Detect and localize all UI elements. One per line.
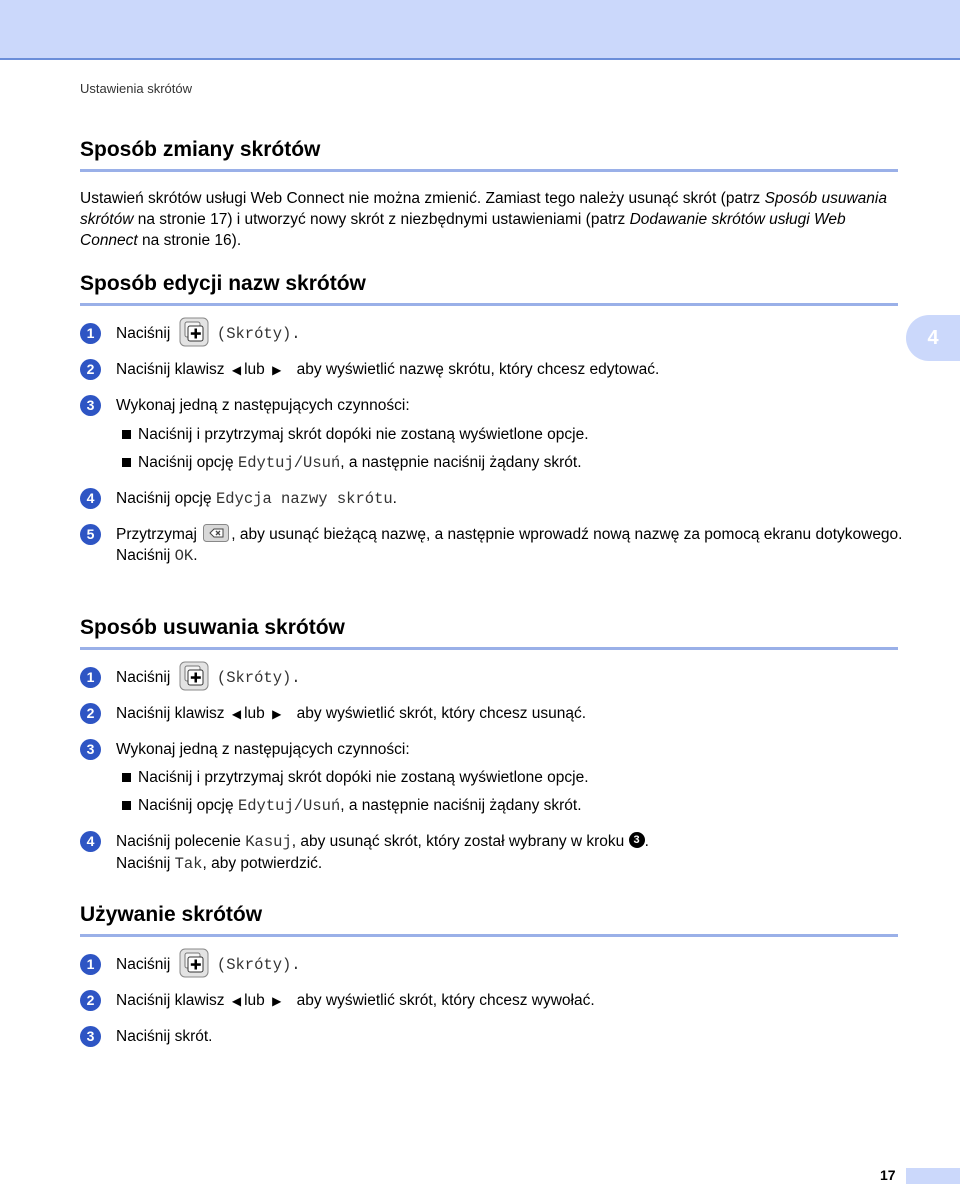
text: na stronie 17) i utworzyć nowy skrót z niezbędnymi ustawieniami (patrz xyxy=(133,211,630,228)
ui-label: (Skróty). xyxy=(216,669,301,687)
page-number-bar xyxy=(906,1168,960,1184)
text: lub xyxy=(244,361,265,378)
left-arrow-icon: ◀ xyxy=(231,994,242,1008)
step-number: 4 xyxy=(80,488,101,509)
section-title: Sposób edycji nazw skrótów xyxy=(80,272,898,306)
step-number: 1 xyxy=(80,323,101,344)
text: , a następnie naciśnij żądany skrót. xyxy=(340,797,582,814)
step-reference: 3 xyxy=(629,832,645,848)
text: Naciśnij klawisz xyxy=(116,992,225,1009)
left-arrow-icon: ◀ xyxy=(231,363,242,377)
ui-label: Edytuj/Usuń xyxy=(237,454,341,472)
text: aby wyświetlić nazwę skrótu, który chcesz edytować. xyxy=(296,361,660,378)
step-number: 5 xyxy=(80,524,101,545)
bullet-item xyxy=(80,795,918,817)
step-4 xyxy=(80,488,896,510)
step-number: 1 xyxy=(80,954,101,975)
text: , a następnie naciśnij żądany skrót. xyxy=(340,454,582,471)
step-2 xyxy=(80,990,896,1012)
text: Naciśnij i przytrzymaj skrót dopóki nie zostaną wyświetlone opcje. xyxy=(138,769,589,786)
section-change-shortcuts xyxy=(80,138,898,251)
chapter-tab: 4 xyxy=(906,315,960,361)
shortcuts-app-icon xyxy=(179,948,209,978)
text: Naciśnij opcję xyxy=(116,490,216,507)
shortcuts-app-icon xyxy=(179,661,209,691)
backspace-icon xyxy=(203,524,229,542)
paragraph xyxy=(80,188,898,251)
text: Naciśnij klawisz xyxy=(116,705,225,722)
bullet-item xyxy=(80,767,918,788)
section-edit-shortcut-names xyxy=(80,272,898,306)
shortcuts-app-icon xyxy=(179,317,209,347)
text: Naciśnij xyxy=(116,855,175,872)
ui-label: Edytuj/Usuń xyxy=(237,797,341,815)
bullet-item xyxy=(80,452,918,474)
step-3 xyxy=(80,395,896,416)
text: lub xyxy=(244,705,265,722)
text: Naciśnij polecenie xyxy=(116,833,246,850)
text: . xyxy=(392,490,397,507)
step-1 xyxy=(80,667,896,689)
ui-label: (Skróty). xyxy=(216,325,301,343)
step-number: 2 xyxy=(80,703,101,724)
left-arrow-icon: ◀ xyxy=(231,707,242,721)
text: Naciśnij skrót. xyxy=(116,1028,213,1045)
bullet-item xyxy=(80,424,918,445)
step-1 xyxy=(80,954,896,976)
step-number: 2 xyxy=(80,990,101,1011)
text: , aby usunąć skrót, który został wybrany w kroku xyxy=(291,833,629,850)
text: lub xyxy=(244,992,265,1009)
ui-label: Tak xyxy=(174,855,203,873)
step-1 xyxy=(80,323,896,345)
text: Naciśnij xyxy=(116,547,175,564)
text: Naciśnij xyxy=(116,956,171,973)
step-5 xyxy=(80,524,916,567)
step-number: 3 xyxy=(80,1026,101,1047)
step-4-line-2 xyxy=(116,853,916,875)
section-use-shortcuts xyxy=(80,903,898,937)
section-delete-shortcuts xyxy=(80,616,898,650)
text: , aby usunąć bieżącą nazwę, a następnie wprowadź nową nazwę za pomocą ekranu dotykowego. xyxy=(231,526,903,543)
text: Wykonaj jedną z następujących czynności: xyxy=(116,741,410,758)
step-3 xyxy=(80,1026,896,1047)
section-title: Sposób zmiany skrótów xyxy=(80,138,898,172)
text: aby wyświetlić skrót, który chcesz wywołać. xyxy=(296,992,595,1009)
ui-label: Edycja nazwy skrótu xyxy=(215,490,393,508)
text: na stronie 16). xyxy=(137,232,242,249)
step-5-line-2 xyxy=(116,545,916,567)
right-arrow-icon: ▶ xyxy=(272,994,282,1008)
cross-reference: Sposób usuwania skrótów xyxy=(80,190,887,228)
ui-label: OK xyxy=(174,547,194,565)
text: , aby potwierdzić. xyxy=(202,855,323,872)
step-number: 2 xyxy=(80,359,101,380)
step-2 xyxy=(80,703,896,725)
ui-label: (Skróty). xyxy=(216,956,301,974)
right-arrow-icon: ▶ xyxy=(272,363,282,377)
text: Ustawień skrótów usługi Web Connect nie można zmienić. Zamiast tego należy usunąć skrót (patrz xyxy=(80,190,765,207)
ui-label: Kasuj xyxy=(245,833,292,851)
step-number: 3 xyxy=(80,739,101,760)
step-number: 1 xyxy=(80,667,101,688)
step-number: 3 xyxy=(80,395,101,416)
cross-reference: Dodawanie skrótów usługi Web Connect xyxy=(80,211,846,249)
top-band xyxy=(0,0,960,60)
right-arrow-icon: ▶ xyxy=(272,707,282,721)
text: Naciśnij i przytrzymaj skrót dopóki nie zostaną wyświetlone opcje. xyxy=(138,426,589,443)
text: aby wyświetlić skrót, który chcesz usunąć. xyxy=(296,705,587,722)
section-title: Sposób usuwania skrótów xyxy=(80,616,898,650)
step-number: 4 xyxy=(80,831,101,852)
step-4 xyxy=(80,831,916,875)
text: . xyxy=(644,833,649,850)
section-title: Używanie skrótów xyxy=(80,903,898,937)
text: Naciśnij opcję xyxy=(138,454,238,471)
running-header: Ustawienia skrótów xyxy=(80,81,192,96)
text: Naciśnij opcję xyxy=(138,797,238,814)
text: Naciśnij klawisz xyxy=(116,361,225,378)
text: Przytrzymaj xyxy=(116,526,197,543)
text: Naciśnij xyxy=(116,669,171,686)
text: Naciśnij xyxy=(116,325,171,342)
text: . xyxy=(193,547,198,564)
step-3 xyxy=(80,739,896,760)
step-2 xyxy=(80,359,896,381)
page-number: 17 xyxy=(880,1167,896,1183)
text: Wykonaj jedną z następujących czynności: xyxy=(116,397,410,414)
